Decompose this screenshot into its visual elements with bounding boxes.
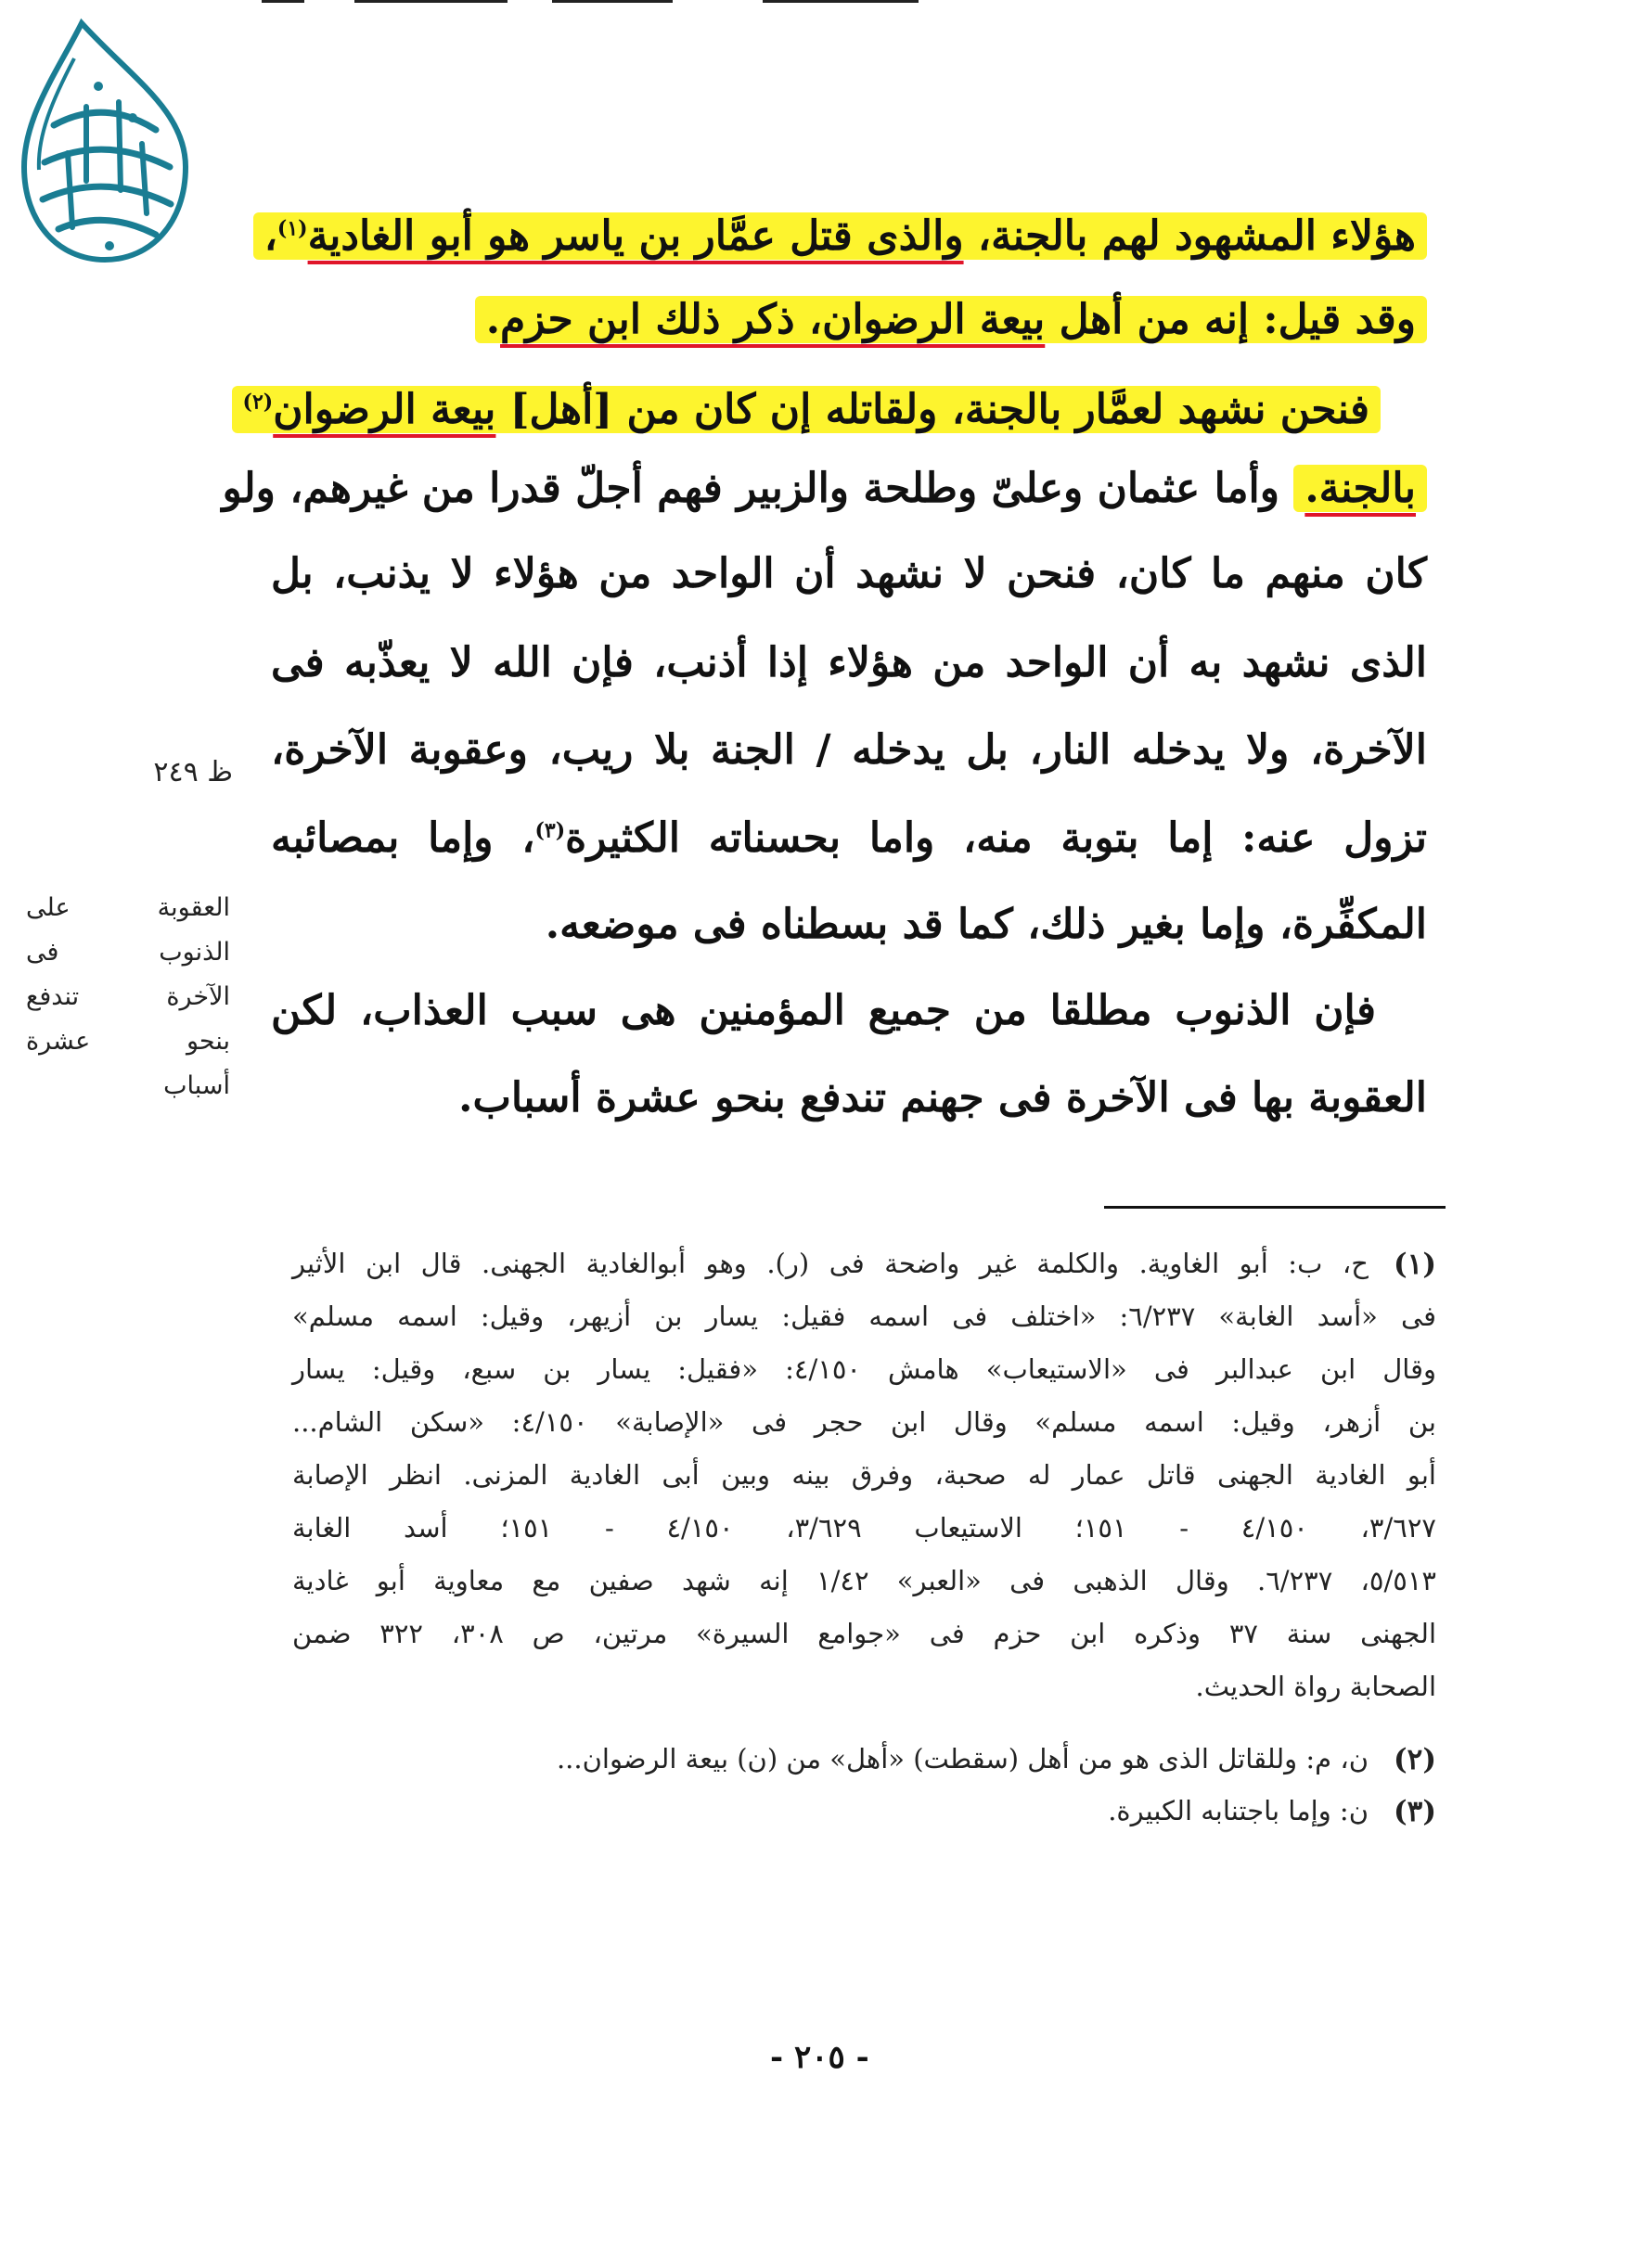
footnote-line: ن، م: وللقاتل الذى هو من أهل (سقطت) «أهل» من (ن) بيعة الرضوان... [556, 1743, 1369, 1775]
main-line-4: بالجنة. وأما عثمان وعلىّ وطلحة والزبير فهم أجلّ قدرا من غيرهم، ولو [223, 468, 1427, 509]
header-rule [763, 0, 919, 3]
margin-note-line: أسباب [163, 1071, 230, 1100]
main-line-6: الذى نشهد به أن الواحد من هؤلاء إذا أذنب، فإن الله لا يعذّبه فى [271, 639, 1427, 686]
page-number: - ٢٠٥ - [770, 2039, 869, 2076]
header-rule [354, 0, 508, 3]
highlighted-text: فنحن نشهد لعمَّار بالجنة، ولقاتله إن كان من [أهل] بيعة الرضوان$^{(٢)}$ [232, 386, 1381, 433]
footnote-line: الصحابة رواة الحديث. [1195, 1671, 1436, 1702]
footnote-line: ح، ب: أبو الغاوية. والكلمة غير واضحة فى (ر). وهو أبوالغادية الجهنى. قال ابن الأثير [292, 1248, 1369, 1279]
footnote-number: (٢) [1394, 1743, 1436, 1776]
footnote-line: أبو الغادية الجهنى قاتل عمار له صحبة، وفرق بينه وبين أبى الغادية المزنى. انظر الإصابة [292, 1459, 1436, 1491]
margin-note-line: العقوبة على [26, 893, 230, 922]
highlighted-text: بالجنة. [1293, 465, 1427, 512]
margin-note-line: بنحو عشرة [26, 1027, 230, 1056]
header-rule [262, 0, 304, 3]
main-line-8: تزول عنه: إما بتوبة منه، واما بحسناته الكثيرة$^{(٣)}$، وإما بمصائبه [271, 814, 1427, 862]
main-line-11: العقوبة بها فى الآخرة فى جهنم تندفع بنحو عشرة أسباب. [458, 1074, 1427, 1121]
main-line-7: الآخرة، ولا يدخله النار، بل يدخله / الجنة بلا ريب، وعقوبة الآخرة، [271, 726, 1427, 774]
footnote-ref[interactable]: (٢) [242, 390, 274, 415]
underlined-text: والذى قتل عمَّار بن ياسر هو أبو الغادية [307, 212, 964, 260]
footnote-number: (١) [1394, 1248, 1436, 1281]
main-line-10: فإن الذنوب مطلقا من جميع المؤمنين هى سبب العذاب، لكن [271, 987, 1376, 1034]
underlined-text: بيعة الرضوان، ذكر ذلك ابن حزم [500, 296, 1046, 343]
highlighted-text: وقد قيل: إنه من أهل بيعة الرضوان، ذكر ذلك ابن حزم. [475, 296, 1427, 343]
footnote-line: الجهنى سنة ٣٧ وذكره ابن حزم فى «جوامع السيرة» مرتين، ص ٣٠٨، ٣٢٢ ضمن [292, 1618, 1437, 1649]
footnote-separator [1104, 1206, 1446, 1209]
header-rule [552, 0, 673, 3]
underlined-text: بيعة الرضوان [273, 386, 496, 433]
main-line-2 [475, 296, 1427, 343]
footnote-line: وقال ابن عبدالبر فى «الاستيعاب» هامش ٤/١٥٠: «فقيل: يسار بن سبع، وقيل: يسار [292, 1353, 1436, 1385]
calligraphy-logo [17, 14, 193, 269]
footnote-line: ٣/٦٢٧، ٤/١٥٠ - ١٥١؛ الاستيعاب ٣/٦٢٩، ٤/١٥٠ - ١٥١؛ أسد الغابة [292, 1512, 1436, 1544]
margin-note-line: الآخرة تندفع [26, 982, 230, 1011]
footnote-line: ن: وإما باجتنابه الكبيرة. [1108, 1795, 1369, 1826]
margin-folio: ظ ٢٤٩ [153, 756, 233, 788]
footnote-line: فى «أسد الغابة» ٦/٢٣٧: «اختلف فى اسمه فقيل: يسار بن أزيهر، وقيل: اسمه مسلم» [292, 1301, 1437, 1332]
main-line-1 [253, 212, 1427, 260]
main-line-3 [232, 386, 1381, 433]
main-line-5: كان منهم ما كان، فنحن لا نشهد أن الواحد من هؤلاء لا يذنب، بل [271, 550, 1427, 597]
margin-note-line: الذنوب فى [26, 938, 230, 967]
margin-note [26, 886, 230, 1108]
footnote-number: (٣) [1394, 1795, 1436, 1828]
main-line-9: المكفِّرة، وإما بغير ذلك، كما قد بسطناه فى موضعه. [545, 901, 1427, 948]
highlighted-text: هؤلاء المشهود لهم بالجنة، والذى قتل عمَّار بن ياسر هو أبو الغادية$^{(١)}$، [253, 212, 1427, 260]
footnote-line: بن أزهر، وقيل: اسمه مسلم» وقال ابن حجر فى «الإصابة» ٤/١٥٠: «سكن الشام... [292, 1406, 1436, 1438]
footnote-line: ٥/٥١٣، ٦/٢٣٧. وقال الذهبى فى «العبر» ١/٤٢ إنه شهد صفين مع معاوية أبو غادية [292, 1565, 1436, 1596]
footnote-ref[interactable]: (٣) [534, 818, 566, 843]
footnote-ref[interactable]: (١) [276, 216, 308, 241]
